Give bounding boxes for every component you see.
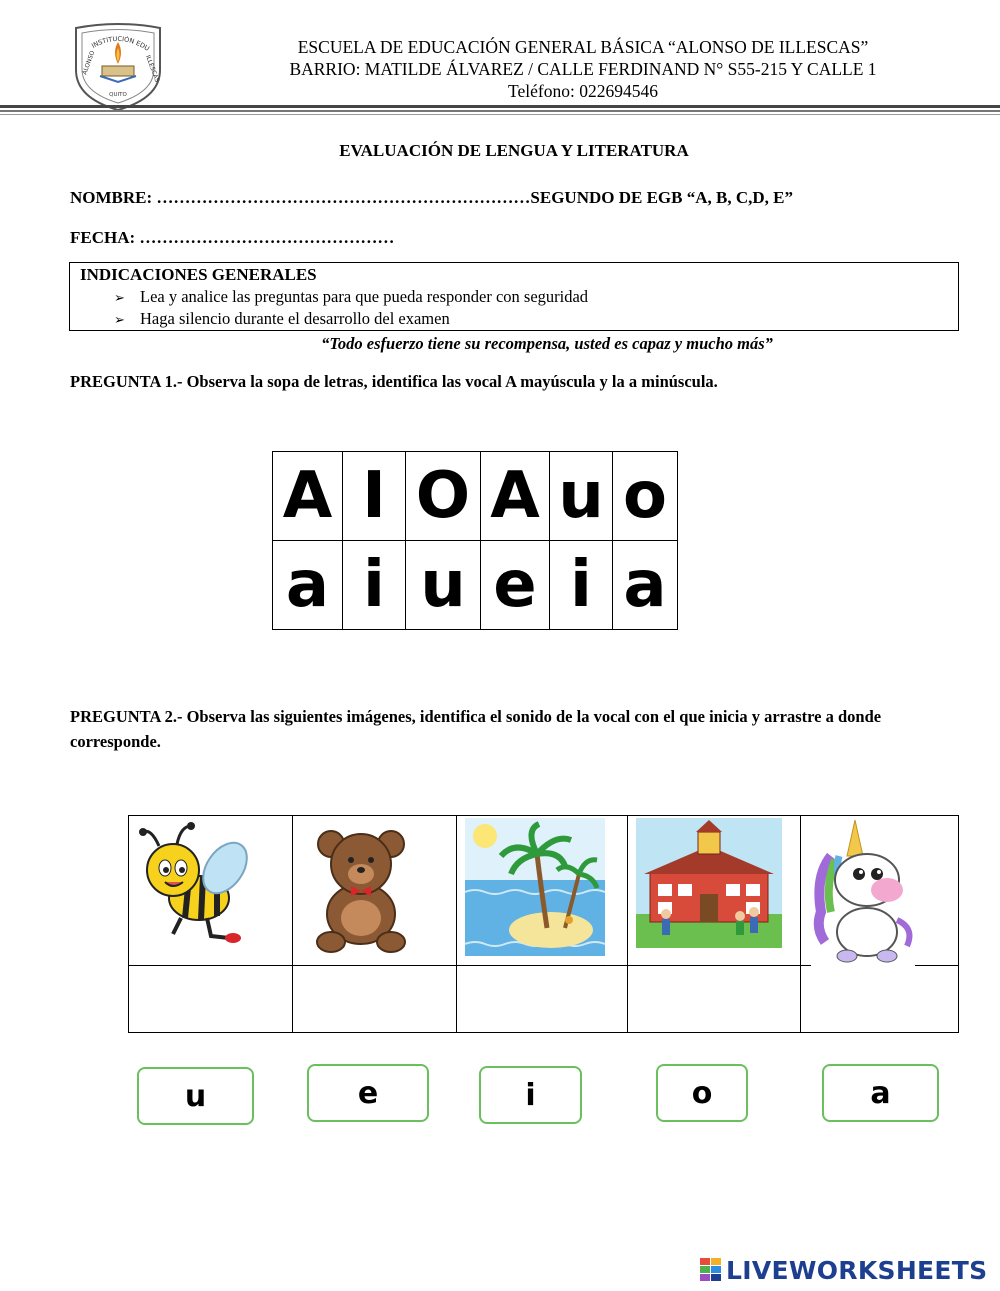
svg-text:INSTITUCIÓN EDUCATIVA: INSTITUCIÓN EDU: [90, 34, 151, 53]
letter-cell[interactable]: a: [273, 541, 343, 629]
bee-image: [137, 818, 257, 948]
drop-zone[interactable]: [801, 965, 958, 1032]
header-rule: [0, 110, 1000, 112]
svg-text:ALONSO: ALONSO: [81, 49, 97, 76]
school-address: BARRIO: MATILDE ÁLVAREZ / CALLE FERDINAND N° S55-215 Y CALLE 1: [289, 59, 877, 79]
letter-cell[interactable]: i: [550, 541, 613, 629]
bear-image: [301, 818, 421, 954]
liveworksheets-logo[interactable]: [700, 1256, 987, 1284]
letter-cell[interactable]: O: [406, 452, 481, 541]
letter-cell[interactable]: a: [623, 548, 667, 622]
letter-cell[interactable]: i: [343, 541, 406, 629]
question-1-text: PREGUNTA 1.- Observa la sopa de letras, identifica las vocal A mayúscula y la a minúscula.: [70, 372, 718, 391]
drop-zone[interactable]: [293, 965, 456, 1032]
svg-text:ILLESCAS: ILLESCAS: [144, 54, 161, 84]
name-line: NOMBRE: …………………………………………………………SEGUNDO DE EGB “A, B, C,D, E”: [70, 188, 794, 207]
instructions-title: INDICACIONES GENERALES: [80, 265, 317, 284]
answer-draggable[interactable]: o: [656, 1064, 748, 1122]
drop-zone[interactable]: [457, 965, 627, 1032]
header-rule: [0, 114, 1000, 115]
letter-cell[interactable]: e: [481, 541, 550, 629]
header-rule: [0, 105, 1000, 108]
letter-soup-grid: [272, 451, 678, 630]
answer-draggable[interactable]: i: [479, 1066, 582, 1124]
svg-text:QUITO: QUITO: [109, 92, 127, 98]
school-seal: [66, 20, 170, 112]
arrow-bullet-icon: ➢: [114, 313, 125, 328]
answer-draggable[interactable]: a: [822, 1064, 939, 1122]
drop-zone[interactable]: [129, 965, 292, 1032]
school-phone: Teléfono: 022694546: [508, 81, 658, 101]
letter-cell[interactable]: A: [273, 452, 343, 541]
instruction-item: ➢ Haga silencio durante el desarrollo del examen: [114, 309, 450, 328]
date-line: FECHA: ………………………………………: [70, 228, 395, 247]
motivational-quote: “Todo esfuerzo tiene su recompensa, usted es capaz y mucho más”: [321, 334, 773, 353]
unicorn-image: [811, 816, 915, 966]
answer-draggable[interactable]: e: [307, 1064, 429, 1122]
exam-title: EVALUACIÓN DE LENGUA Y LITERATURA: [339, 141, 689, 160]
answer-draggable[interactable]: u: [137, 1067, 254, 1125]
brand-text: LIVEWORKSHEETS: [726, 1255, 988, 1285]
letter-cell[interactable]: o: [613, 452, 677, 541]
letter-cell[interactable]: u: [406, 541, 481, 629]
question-2-text: PREGUNTA 2.- Observa las siguientes imágenes, identifica el sonido de la vocal con el que inicia y arrastre a donde corresponde.: [70, 707, 882, 751]
letter-cell[interactable]: I: [343, 452, 406, 541]
arrow-bullet-icon: ➢: [114, 291, 125, 306]
school-name: ESCUELA DE EDUCACIÓN GENERAL BÁSICA “ALONSO DE ILLESCAS”: [297, 37, 869, 57]
liveworksheets-icon: [700, 1258, 722, 1282]
drop-zone[interactable]: [628, 965, 800, 1032]
instruction-item: ➢ Lea y analice las preguntas para que pueda responder con seguridad: [114, 287, 589, 306]
letter-cell[interactable]: u: [550, 452, 613, 541]
island-image: [465, 818, 605, 956]
school-header: [170, 36, 996, 102]
school-image: [636, 818, 782, 948]
letter-cell[interactable]: A: [481, 452, 550, 541]
instructions-box: [69, 262, 959, 331]
